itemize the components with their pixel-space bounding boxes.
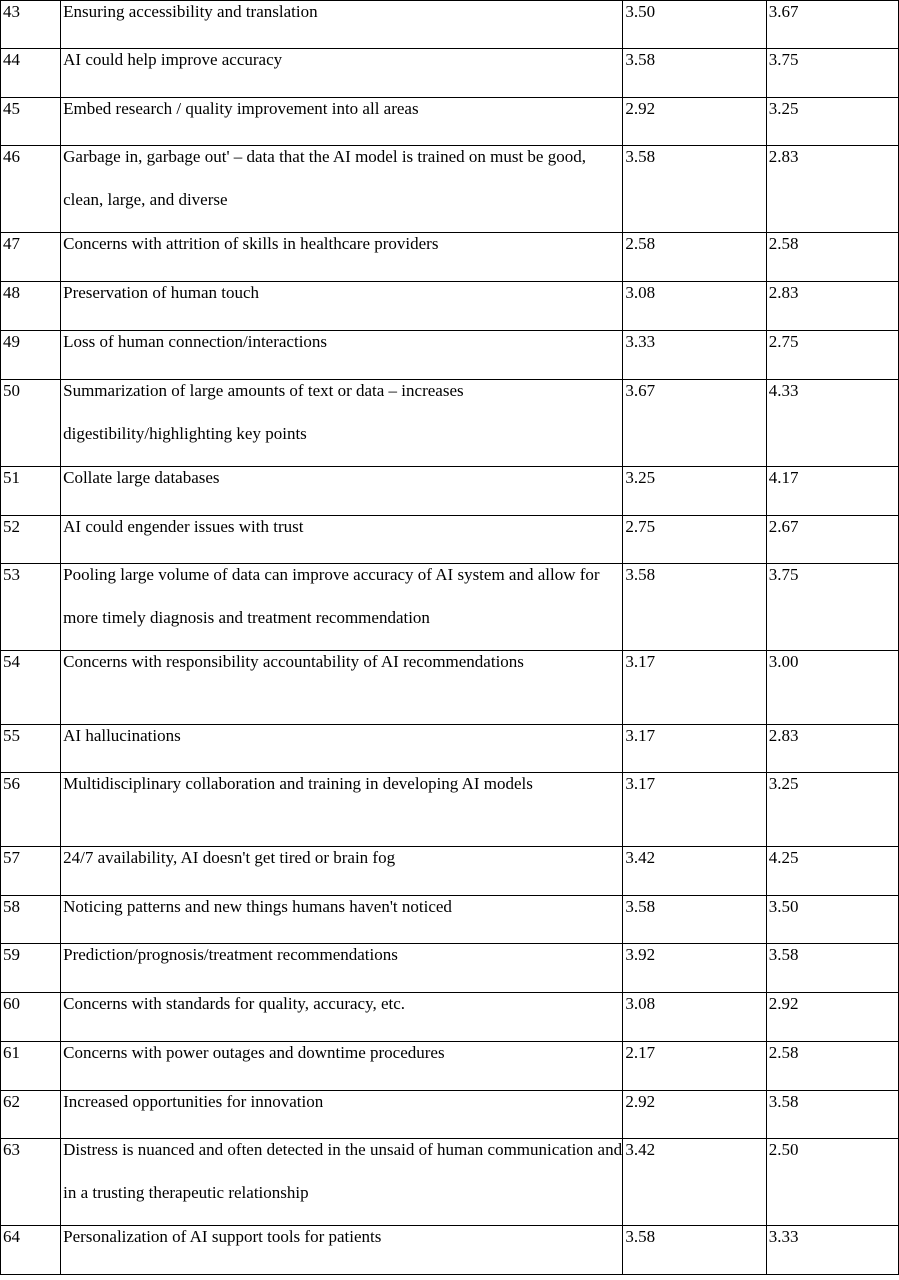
score-a-cell xyxy=(623,1042,766,1091)
score-a-text: 3.58 xyxy=(625,147,656,166)
score-a-text: 3.58 xyxy=(625,1227,656,1246)
score-a-cell xyxy=(623,1091,766,1139)
score-b-text: 4.33 xyxy=(768,381,799,400)
table-row xyxy=(1,944,899,993)
row-number-text: 59 xyxy=(3,945,20,964)
item-text-text: Concerns with responsibility accountability of AI recommendations xyxy=(63,652,524,671)
row-number-text: 60 xyxy=(3,994,20,1013)
score-b-text: 2.83 xyxy=(768,147,799,166)
score-b-text: 2.92 xyxy=(768,994,799,1013)
item-text-text: AI could engender issues with trust xyxy=(63,517,304,536)
item-text-text: Personalization of AI support tools for patients xyxy=(63,1227,382,1246)
row-number-cell xyxy=(1,1226,61,1275)
score-a-cell xyxy=(623,282,766,331)
score-a-cell xyxy=(623,896,766,944)
score-a-cell xyxy=(623,847,766,896)
score-b-cell xyxy=(766,98,898,146)
score-b-text: 3.25 xyxy=(768,99,799,118)
score-a-text: 2.17 xyxy=(625,1043,656,1062)
score-a-text: 3.17 xyxy=(625,774,656,793)
score-b-cell xyxy=(766,516,898,564)
score-b-cell xyxy=(766,233,898,282)
row-number-text: 54 xyxy=(3,652,20,671)
row-number-cell xyxy=(1,233,61,282)
item-text-cell xyxy=(61,331,623,380)
row-number-cell xyxy=(1,944,61,993)
row-number-cell xyxy=(1,896,61,944)
score-b-cell xyxy=(766,467,898,516)
score-a-text: 3.17 xyxy=(625,726,656,745)
score-a-cell xyxy=(623,49,766,98)
item-text-cell xyxy=(61,146,623,233)
score-a-cell xyxy=(623,233,766,282)
item-text-text: Increased opportunities for innovation xyxy=(63,1092,324,1111)
score-b-cell xyxy=(766,564,898,651)
score-a-text: 3.92 xyxy=(625,945,656,964)
row-number-text: 56 xyxy=(3,774,20,793)
score-a-text: 3.58 xyxy=(625,565,656,584)
score-b-cell xyxy=(766,725,898,773)
score-b-cell xyxy=(766,773,898,847)
table-row xyxy=(1,1139,899,1226)
score-b-text: 4.25 xyxy=(768,848,799,867)
score-b-text: 2.67 xyxy=(768,517,799,536)
score-b-text: 3.58 xyxy=(768,945,799,964)
score-b-text: 2.83 xyxy=(768,283,799,302)
table-row xyxy=(1,331,899,380)
row-number-text: 61 xyxy=(3,1043,20,1062)
table-row xyxy=(1,847,899,896)
row-number-cell xyxy=(1,651,61,725)
item-text-cell xyxy=(61,98,623,146)
item-text-cell xyxy=(61,467,623,516)
item-text-cell xyxy=(61,282,623,331)
score-b-cell xyxy=(766,331,898,380)
row-number-text: 48 xyxy=(3,283,20,302)
item-text-cell xyxy=(61,847,623,896)
score-b-cell xyxy=(766,1139,898,1226)
row-number-cell xyxy=(1,49,61,98)
row-number-cell xyxy=(1,516,61,564)
score-a-cell xyxy=(623,1,766,49)
table-row xyxy=(1,1091,899,1139)
score-b-text: 2.58 xyxy=(768,1043,799,1062)
score-a-cell xyxy=(623,944,766,993)
table-row xyxy=(1,1042,899,1091)
item-text-text: Collate large databases xyxy=(63,468,220,487)
row-number-text: 63 xyxy=(3,1140,20,1159)
item-text-text: Garbage in, garbage out' – data that the AI model is trained on must be good, clean, large, and diverse xyxy=(63,147,586,209)
score-a-text: 3.08 xyxy=(625,994,656,1013)
table-body xyxy=(1,1,899,1275)
table-row xyxy=(1,1226,899,1275)
row-number-text: 49 xyxy=(3,332,20,351)
score-b-text: 3.33 xyxy=(768,1227,799,1246)
score-b-cell xyxy=(766,49,898,98)
table-row xyxy=(1,146,899,233)
row-number-text: 44 xyxy=(3,50,20,69)
score-b-cell xyxy=(766,993,898,1042)
row-number-cell xyxy=(1,1139,61,1226)
score-b-text: 2.58 xyxy=(768,234,799,253)
score-b-cell xyxy=(766,282,898,331)
row-number-text: 57 xyxy=(3,848,20,867)
score-b-cell xyxy=(766,380,898,467)
row-number-cell xyxy=(1,1,61,49)
table-row xyxy=(1,516,899,564)
score-b-text: 3.67 xyxy=(768,2,799,21)
row-number-text: 55 xyxy=(3,726,20,745)
score-b-text: 3.58 xyxy=(768,1092,799,1111)
score-b-cell xyxy=(766,896,898,944)
item-text-cell xyxy=(61,233,623,282)
item-text-cell xyxy=(61,1139,623,1226)
score-a-text: 2.92 xyxy=(625,1092,656,1111)
score-a-cell xyxy=(623,146,766,233)
score-a-text: 3.50 xyxy=(625,2,656,21)
item-text-text: Distress is nuanced and often detected in the unsaid of human communication and in a trusting therapeutic relationship xyxy=(63,1140,623,1202)
item-text-cell xyxy=(61,1091,623,1139)
score-a-cell xyxy=(623,331,766,380)
table-row xyxy=(1,98,899,146)
table-row xyxy=(1,282,899,331)
item-text-text: Ensuring accessibility and translation xyxy=(63,2,318,21)
item-text-text: Multidisciplinary collaboration and training in developing AI models xyxy=(63,774,533,793)
score-a-text: 3.42 xyxy=(625,848,656,867)
item-text-text: Concerns with power outages and downtime procedures xyxy=(63,1043,445,1062)
item-text-cell xyxy=(61,651,623,725)
item-text-text: Prediction/prognosis/treatment recommendations xyxy=(63,945,398,964)
score-a-text: 3.33 xyxy=(625,332,656,351)
row-number-cell xyxy=(1,1042,61,1091)
table-row xyxy=(1,1,899,49)
score-a-text: 3.25 xyxy=(625,468,656,487)
table-row xyxy=(1,233,899,282)
row-number-cell xyxy=(1,98,61,146)
row-number-text: 43 xyxy=(3,2,20,21)
item-text-cell xyxy=(61,1042,623,1091)
row-number-text: 51 xyxy=(3,468,20,487)
score-a-text: 3.58 xyxy=(625,897,656,916)
row-number-text: 62 xyxy=(3,1092,20,1111)
item-text-cell xyxy=(61,1,623,49)
table-row xyxy=(1,564,899,651)
table-row xyxy=(1,896,899,944)
row-number-cell xyxy=(1,380,61,467)
score-b-cell xyxy=(766,1042,898,1091)
score-a-cell xyxy=(623,993,766,1042)
row-number-text: 46 xyxy=(3,147,20,166)
score-a-cell xyxy=(623,1139,766,1226)
score-a-cell xyxy=(623,516,766,564)
score-a-cell xyxy=(623,725,766,773)
score-b-text: 3.75 xyxy=(768,50,799,69)
table-row xyxy=(1,651,899,725)
item-text-text: Concerns with attrition of skills in healthcare providers xyxy=(63,234,439,253)
table-row xyxy=(1,773,899,847)
score-a-cell xyxy=(623,467,766,516)
item-text-text: Noticing patterns and new things humans haven't noticed xyxy=(63,897,452,916)
item-text-cell xyxy=(61,944,623,993)
item-text-text: Embed research / quality improvement into all areas xyxy=(63,99,419,118)
item-text-cell xyxy=(61,725,623,773)
table-row xyxy=(1,380,899,467)
score-a-cell xyxy=(623,98,766,146)
score-a-text: 3.17 xyxy=(625,652,656,671)
row-number-cell xyxy=(1,331,61,380)
score-b-text: 2.83 xyxy=(768,726,799,745)
row-number-cell xyxy=(1,1091,61,1139)
score-a-cell xyxy=(623,1226,766,1275)
score-a-cell xyxy=(623,773,766,847)
row-number-text: 52 xyxy=(3,517,20,536)
row-number-text: 47 xyxy=(3,234,20,253)
item-text-text: Pooling large volume of data can improve accuracy of AI system and allow for more timely diagnosis and treatment recommendation xyxy=(63,565,600,627)
row-number-cell xyxy=(1,993,61,1042)
score-a-text: 3.67 xyxy=(625,381,656,400)
score-b-text: 3.50 xyxy=(768,897,799,916)
item-text-text: AI hallucinations xyxy=(63,726,181,745)
table-row xyxy=(1,49,899,98)
row-number-cell xyxy=(1,146,61,233)
score-a-text: 3.58 xyxy=(625,50,656,69)
score-a-text: 2.58 xyxy=(625,234,656,253)
score-b-cell xyxy=(766,651,898,725)
item-text-text: Summarization of large amounts of text or data – increases digestibility/highlighting key points xyxy=(63,381,464,443)
score-b-cell xyxy=(766,847,898,896)
score-b-cell xyxy=(766,1,898,49)
item-text-text: AI could help improve accuracy xyxy=(63,50,283,69)
item-text-cell xyxy=(61,516,623,564)
score-a-text: 3.42 xyxy=(625,1140,656,1159)
score-b-text: 3.75 xyxy=(768,565,799,584)
item-text-cell xyxy=(61,1226,623,1275)
score-a-text: 2.75 xyxy=(625,517,656,536)
row-number-text: 53 xyxy=(3,565,20,584)
item-text-cell xyxy=(61,380,623,467)
table-row xyxy=(1,467,899,516)
score-a-text: 3.08 xyxy=(625,283,656,302)
row-number-cell xyxy=(1,847,61,896)
item-text-cell xyxy=(61,49,623,98)
item-text-cell xyxy=(61,564,623,651)
row-number-text: 45 xyxy=(3,99,20,118)
score-b-text: 3.00 xyxy=(768,652,799,671)
item-text-text: Concerns with standards for quality, accuracy, etc. xyxy=(63,994,406,1013)
item-text-text: Loss of human connection/interactions xyxy=(63,332,328,351)
row-number-cell xyxy=(1,773,61,847)
score-b-text: 2.75 xyxy=(768,332,799,351)
score-b-text: 4.17 xyxy=(768,468,799,487)
row-number-text: 64 xyxy=(3,1227,20,1246)
row-number-text: 58 xyxy=(3,897,20,916)
table-row xyxy=(1,725,899,773)
score-a-cell xyxy=(623,564,766,651)
score-b-text: 2.50 xyxy=(768,1140,799,1159)
score-b-cell xyxy=(766,146,898,233)
row-number-cell xyxy=(1,467,61,516)
score-a-cell xyxy=(623,651,766,725)
item-text-cell xyxy=(61,896,623,944)
item-text-cell xyxy=(61,773,623,847)
row-number-text: 50 xyxy=(3,381,20,400)
score-a-cell xyxy=(623,380,766,467)
item-text-text: Preservation of human touch xyxy=(63,283,260,302)
item-text-cell xyxy=(61,993,623,1042)
score-a-text: 2.92 xyxy=(625,99,656,118)
row-number-cell xyxy=(1,725,61,773)
score-b-text: 3.25 xyxy=(768,774,799,793)
score-b-cell xyxy=(766,944,898,993)
item-text-text: 24/7 availability, AI doesn't get tired or brain fog xyxy=(63,848,396,867)
table-row xyxy=(1,993,899,1042)
score-b-cell xyxy=(766,1226,898,1275)
row-number-cell xyxy=(1,282,61,331)
row-number-cell xyxy=(1,564,61,651)
score-b-cell xyxy=(766,1091,898,1139)
